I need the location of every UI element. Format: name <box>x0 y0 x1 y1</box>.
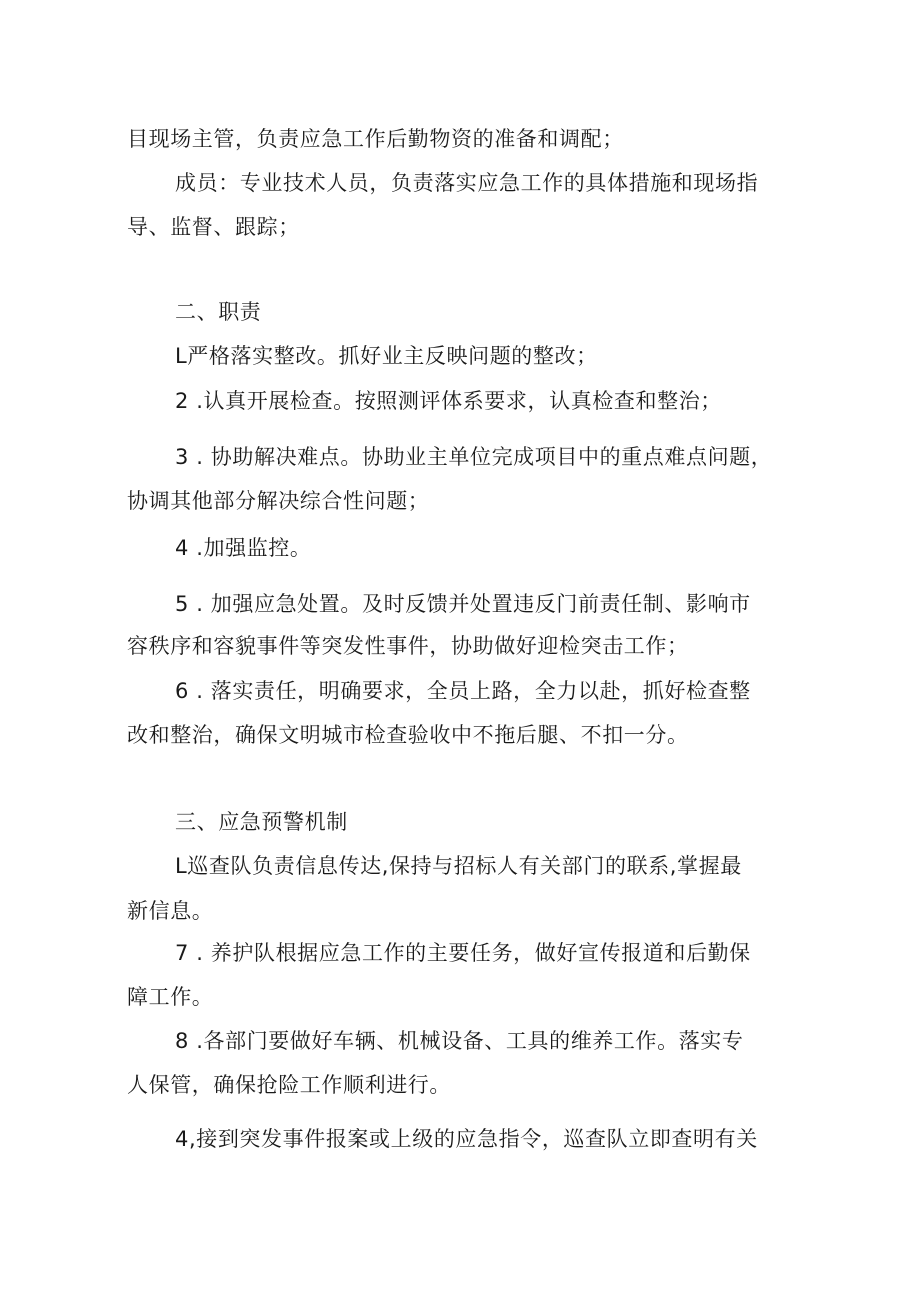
paragraph-line: 障工作。 <box>127 985 214 1009</box>
paragraph-line: 8 .各部门要做好车辆、机械设备、工具的维养工作。落实专 <box>175 1029 744 1053</box>
paragraph-line: 7 . 养护队根据应急工作的主要任务，做好宣传报道和后勤保 <box>175 941 751 965</box>
paragraph-line: 协调其他部分解决综合性问题； <box>127 489 430 513</box>
paragraph-line: 4,接到突发事件报案或上级的应急指令，巡查队立即查明有关 <box>175 1127 758 1151</box>
paragraph-line: 5 . 加强应急处置。及时反馈并处置违反门前责任制、影响市 <box>175 592 751 616</box>
section-heading: 二、职责 <box>175 300 262 324</box>
intro-line: 导、监督、跟踪； <box>127 215 300 239</box>
paragraph-line: 6 . 落实责任，明确要求，全员上路，全力以赴，抓好检查整 <box>175 679 751 703</box>
paragraph-line: 2 .认真开展检查。按照测评体系要求，认真检查和整治； <box>175 389 722 413</box>
section-heading: 三、应急预警机制 <box>175 810 348 834</box>
paragraph-line: L严格落实整改。抓好业主反映问题的整改； <box>175 344 598 368</box>
intro-line: 成员：专业技术人员，负责落实应急工作的具体措施和现场指 <box>175 171 759 195</box>
paragraph-line: 3 . 协助解决难点。协助业主单位完成项目中的重点难点问题， <box>175 445 773 469</box>
paragraph-line: 人保管，确保抢险工作顺利进行。 <box>127 1073 451 1097</box>
intro-line: 目现场主管，负责应急工作后勤物资的准备和调配； <box>127 127 624 151</box>
paragraph-line: L巡查队负责信息传达,保持与招标人有关部门的联系,掌握最 <box>175 854 742 878</box>
paragraph-line: 4 .加强监控。 <box>175 536 312 560</box>
paragraph-line: 容秩序和容貌事件等突发性事件，协助做好迎检突击工作； <box>127 634 689 658</box>
paragraph-line: 改和整治，确保文明城市检查验收中不拖后腿、不扣一分。 <box>127 723 689 747</box>
paragraph-line: 新信息。 <box>127 899 214 923</box>
